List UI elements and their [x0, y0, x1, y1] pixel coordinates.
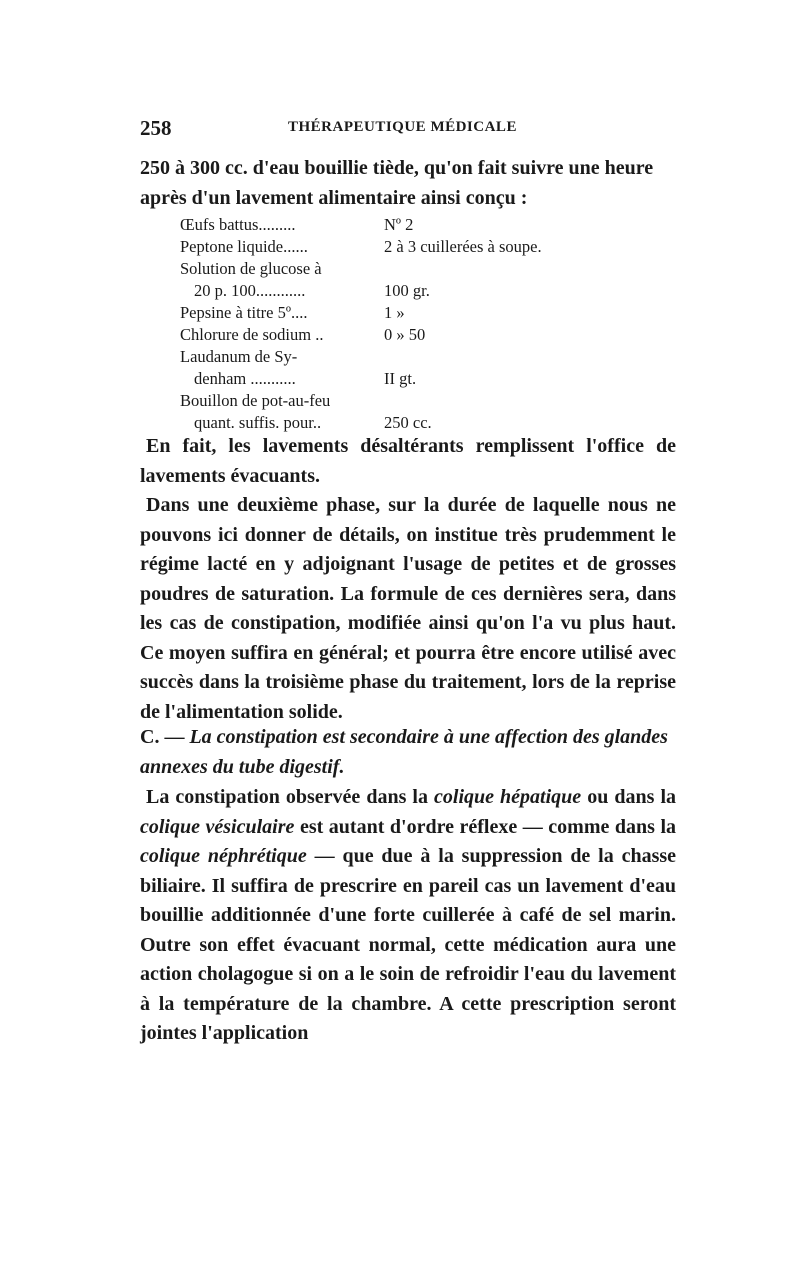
recipe-row — [180, 346, 640, 390]
recipe-ingredient-line: Solution de glucose à — [180, 259, 322, 278]
recipe-quantity-line: 2 à 3 cuillerées à soupe. — [384, 237, 542, 256]
intro-line-1: 250 à 300 cc. d'eau bouillie tiède, qu'on fait suivre une heure — [140, 157, 654, 179]
recipe-ingredient — [180, 214, 384, 236]
recipe-ingredient — [180, 258, 384, 302]
page-header — [140, 116, 678, 142]
recipe-row — [180, 214, 640, 236]
recipe-quantity-line — [384, 390, 640, 412]
recipe-quantity-line: 100 gr. — [384, 281, 430, 300]
recipe-row — [180, 302, 640, 324]
intro-line-2: après d'un lavement alimentaire ainsi conçu : — [140, 186, 528, 209]
p3-part-2: ou dans la — [587, 786, 677, 808]
recipe-row — [180, 258, 640, 302]
recipe-ingredient — [180, 236, 384, 258]
recipe-ingredient-line: Laudanum de Sy- — [180, 347, 298, 366]
recipe-quantity-line: Nº 2 — [384, 215, 414, 234]
recipe-ingredient-line: Pepsine à titre 5º.... — [180, 303, 308, 322]
paragraph-2-text: Dans une deuxième phase, sur la durée de laquelle nous ne pouvons ici donner de détails, on institue très prudemment le régime lacté en y adjoignant l'usage de petites et de grosses poudres de saturation. La formule de ces dernières sera, dans les cas de constipation, modifiée ainsi qu'on l'a vu plus haut. Ce moyen suffira en général; et pourra être encore utilisé avec succès dans la troisième phase du traitement, lors de la reprise de l'alimentation solide. — [140, 494, 676, 723]
recipe-ingredient — [180, 302, 384, 324]
p3-italic-1: colique hépatique — [434, 786, 582, 808]
recipe-ingredient-line: 20 p. 100............ — [194, 281, 306, 300]
recipe-ingredient — [180, 390, 384, 434]
recipe-quantity — [384, 346, 640, 390]
page-number: 258 — [140, 116, 172, 140]
paragraph-1 — [140, 432, 676, 491]
recipe-quantity — [384, 324, 640, 346]
recipe-ingredient-line: Bouillon de pot-au-feu — [180, 391, 331, 410]
p3-italic-3: colique néphrétique — [140, 845, 307, 867]
recipe-ingredient — [180, 346, 384, 390]
recipe-ingredient — [180, 324, 384, 346]
recipe-quantity — [384, 214, 640, 236]
recipe-quantity — [384, 302, 640, 324]
recipe-ingredient-line: denham ........... — [194, 369, 296, 388]
recipe-quantity-line: 250 cc. — [384, 413, 432, 432]
recipe-quantity-line: 1 » — [384, 303, 405, 322]
recipe-quantity-line — [384, 346, 640, 368]
section-label: C. — — [140, 726, 185, 748]
paragraph-1-text: En fait, les lavements désaltérants remplissent l'office de lavements évacuants. — [140, 435, 676, 487]
recipe-ingredient-line: Œufs battus......... — [180, 215, 296, 234]
p3-part-3: est autant d'ordre réflexe — comme dans la — [299, 815, 677, 838]
paragraph-3 — [140, 783, 676, 1049]
paragraph-3-text — [140, 783, 676, 1049]
recipe-quantity-line: II gt. — [384, 369, 417, 388]
section-title: La constipation est secondaire à une affection des glandes annexes du tube digestif. — [140, 726, 668, 778]
running-title: THÉRAPEUTIQUE MÉDICALE — [288, 119, 517, 135]
section-heading — [140, 722, 676, 782]
recipe-list — [180, 214, 640, 434]
recipe-ingredient-line: Peptone liquide...... — [180, 237, 308, 256]
recipe-row — [180, 236, 640, 258]
recipe-row — [180, 390, 640, 434]
recipe-quantity — [384, 236, 640, 258]
p3-part-1: La constipation observée dans la — [146, 786, 428, 808]
p3-part-4: — que due à la suppression de la chasse biliaire. Il suffira de prescrire en pareil cas un lavement d'eau bouillie additionnée d'une forte cuillerée à café de sel marin. Outre son effet évacuant normal, cette médication aura une action cholagogue si on a le soin de refroidir l'eau du lavement à la température de la chambre. A cette prescription seront jointes l'application — [140, 845, 677, 1044]
recipe-quantity — [384, 390, 640, 434]
p3-italic-2: colique vésiculaire — [140, 815, 295, 838]
recipe-quantity-line — [384, 258, 640, 280]
paragraph-2 — [140, 491, 676, 727]
recipe-ingredient-line: Chlorure de sodium .. — [180, 325, 324, 344]
recipe-quantity-line: 0 » 50 — [384, 325, 426, 344]
recipe-row — [180, 324, 640, 346]
recipe-ingredient-line: quant. suffis. pour.. — [194, 413, 322, 432]
recipe-quantity — [384, 258, 640, 302]
intro-paragraph — [140, 154, 676, 213]
